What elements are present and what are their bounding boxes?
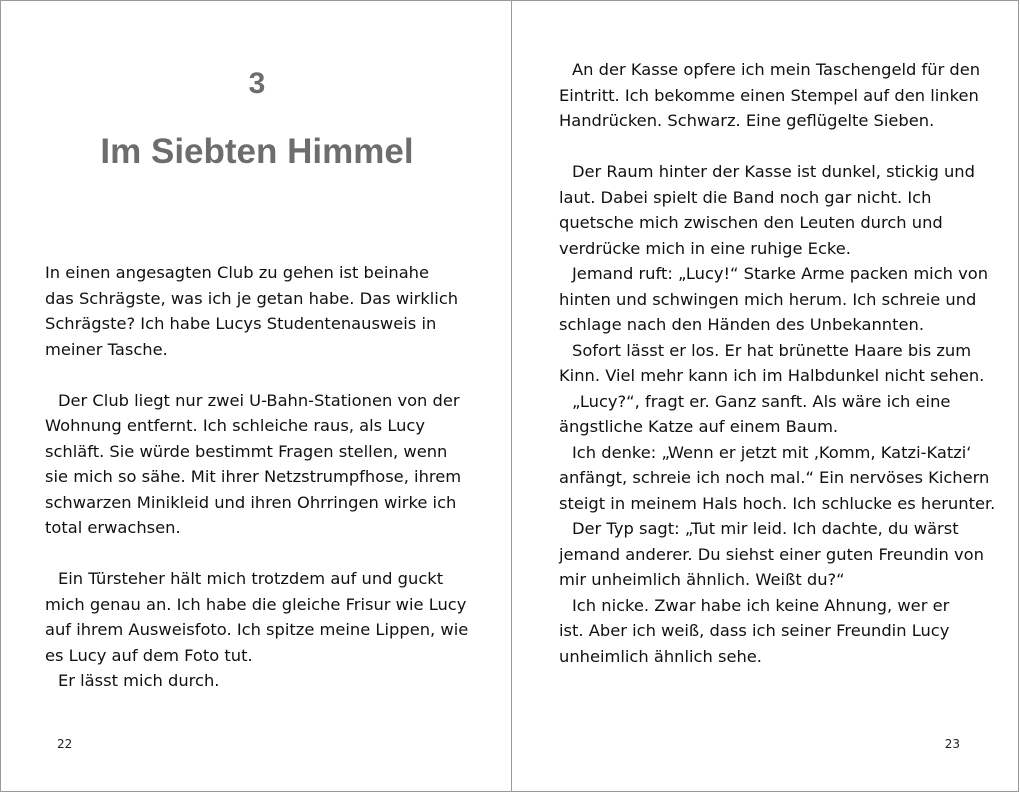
page-number: 23 bbox=[944, 737, 960, 751]
text-line: steigt in meinem Hals hoch. Ich schlucke es herunter. bbox=[559, 493, 996, 513]
text-line: Der Raum hinter der Kasse ist dunkel, stickig und bbox=[572, 162, 975, 181]
paragraph-gap bbox=[559, 134, 999, 160]
text-line: meiner Tasche. bbox=[45, 339, 168, 359]
text-line: schwarzen Minikleid und ihren Ohrringen wirke ich bbox=[45, 492, 457, 512]
text-line: Wohnung entfernt. Ich schleiche raus, als Lucy bbox=[45, 416, 426, 435]
text-line: laut. Dabei spielt die Band noch gar nicht. Ich bbox=[559, 187, 932, 207]
text-line: quetsche mich zwischen den Leuten durch und bbox=[559, 213, 943, 232]
text-line: Kinn. Viel mehr kann ich im Halbdunkel nicht sehen. bbox=[559, 366, 985, 385]
text-line: Ich denke: „Wenn er jetzt mit ‚Komm, Katzi-Katzi‘ bbox=[572, 442, 972, 462]
paragraph-gap bbox=[45, 362, 465, 388]
text-line: jemand anderer. Du siehst einer guten Freundin von bbox=[559, 544, 984, 564]
text-line: mir unheimlich ähnlich. Weißt du?“ bbox=[559, 570, 845, 589]
text-line: An der Kasse opfere ich mein Taschengeld für den bbox=[572, 60, 981, 79]
text-line: hinten und schwingen mich herum. Ich schreie und bbox=[559, 289, 977, 309]
text-line: anfängt, schreie ich noch mal.“ Ein nervöses Kichern bbox=[559, 468, 990, 487]
text-line: Ein Türsteher hält mich trotzdem auf und guckt bbox=[58, 569, 444, 588]
right-page-text bbox=[559, 57, 999, 669]
text-line: In einen angesagten Club zu gehen ist beinahe bbox=[45, 263, 430, 282]
text-line: ängstliche Katze auf einem Baum. bbox=[559, 417, 839, 436]
chapter-title: Im Siebten Himmel bbox=[100, 132, 414, 171]
text-line: total erwachsen. bbox=[45, 518, 181, 537]
text-line: Eintritt. Ich bekomme einen Stempel auf den linken bbox=[559, 85, 979, 105]
text-line: Sofort lässt er los. Er hat brünette Haare bis zum bbox=[572, 340, 972, 360]
text-line: Ich nicke. Zwar habe ich keine Ahnung, wer er bbox=[572, 595, 950, 615]
text-line: ist. Aber ich weiß, dass ich seiner Freundin Lucy bbox=[559, 621, 950, 640]
text-line: schläft. Sie würde bestimmt Fragen stellen, wenn bbox=[45, 441, 448, 461]
text-line: das Schrägste, was ich je getan habe. Das wirklich bbox=[45, 288, 459, 308]
text-line: schlage nach den Händen des Unbekannten. bbox=[559, 315, 925, 334]
chapter-number: 3 bbox=[248, 67, 266, 100]
paragraph-gap bbox=[45, 541, 465, 567]
text-line: Der Club liegt nur zwei U-Bahn-Stationen von der bbox=[58, 390, 460, 410]
page-number: 22 bbox=[57, 737, 73, 751]
text-line: auf ihrem Ausweisfoto. Ich spitze meine Lippen, wie bbox=[45, 620, 469, 639]
right-page bbox=[511, 0, 1019, 792]
text-line: Der Typ sagt: „Tut mir leid. Ich dachte, du wärst bbox=[572, 519, 959, 538]
text-line: Er lässt mich durch. bbox=[58, 671, 220, 690]
left-page-text bbox=[45, 260, 469, 694]
text-line: „Lucy?“, fragt er. Ganz sanft. Als wäre ich eine bbox=[572, 391, 951, 411]
text-line: Handrücken. Schwarz. Eine geflügelte Sieben. bbox=[559, 111, 935, 130]
text-line: sie mich so sähe. Mit ihrer Netzstrumpfhose, ihrem bbox=[45, 467, 462, 486]
text-line: mich genau an. Ich habe die gleiche Frisur wie Lucy bbox=[45, 594, 467, 614]
text-line: Schrägste? Ich habe Lucys Studentenausweis in bbox=[45, 314, 437, 333]
text-line: es Lucy auf dem Foto tut. bbox=[45, 645, 253, 665]
text-line: unheimlich ähnlich sehe. bbox=[559, 646, 762, 666]
text-line: Jemand ruft: „Lucy!“ Starke Arme packen mich von bbox=[572, 264, 989, 283]
text-line: verdrücke mich in eine ruhige Ecke. bbox=[559, 238, 851, 258]
